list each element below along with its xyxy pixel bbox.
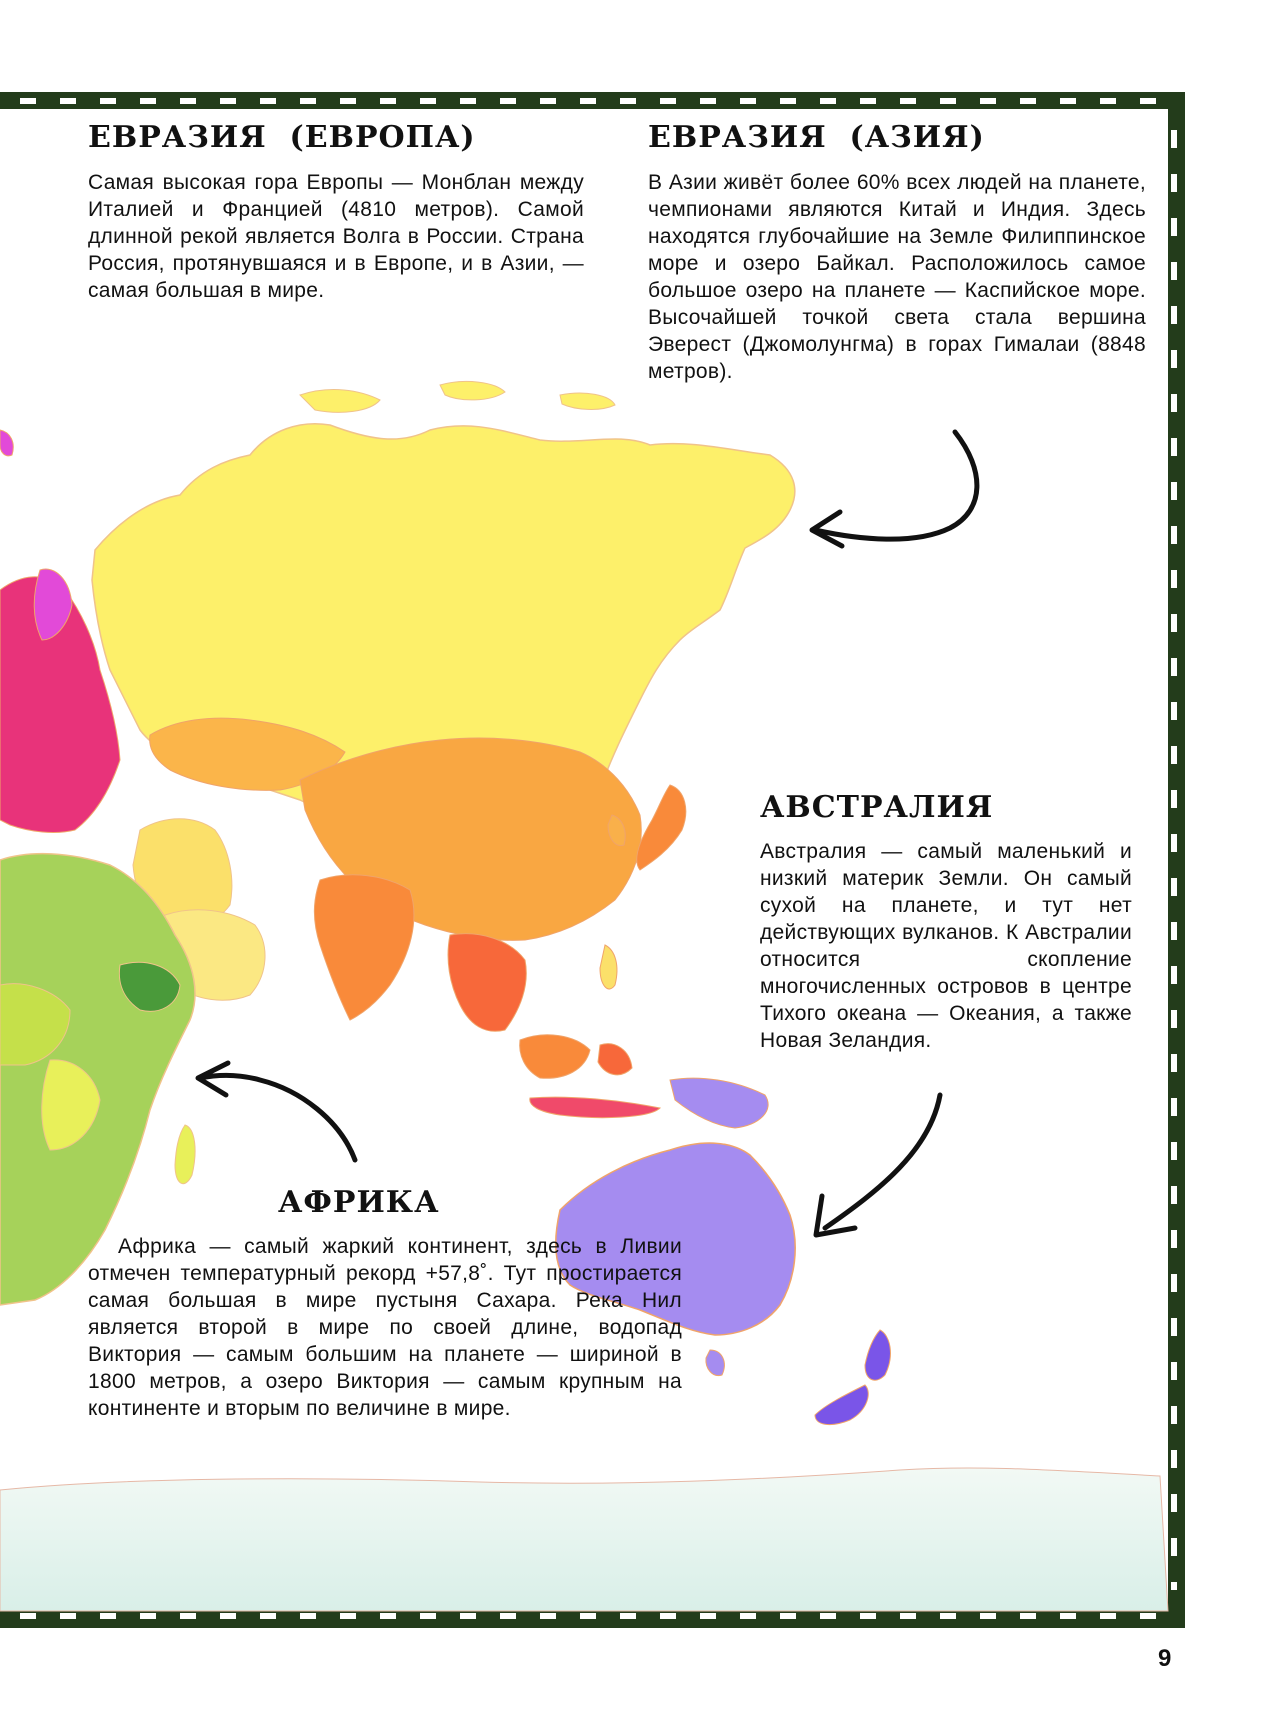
tasmania-shape <box>706 1350 724 1376</box>
india-shape <box>314 875 414 1020</box>
antarctica-shape <box>0 1468 1168 1611</box>
asia-heading: ЕВРАЗИЯ (АЗИЯ) <box>648 120 985 155</box>
iceland-shape <box>0 430 13 456</box>
page-number: 9 <box>1158 1645 1172 1672</box>
new-guinea-shape <box>670 1078 768 1128</box>
southeast-asia-shape <box>448 934 526 1032</box>
new-zealand-shape <box>815 1385 868 1425</box>
madagascar-shape <box>175 1125 195 1184</box>
asia-text: В Азии живёт более 60% всех людей на планете, чемпионами являются Китай и Индия. Здесь находятся глубочайшие на Земле Филиппинское море и озеро Байкал. Расположилось самое большое озеро на планете — Каспийское море. Высочайшей точкой света стала вершина Эверест (Джомолунгма) в горах Гималаи (8848 метров). <box>648 171 1146 383</box>
new-zealand-shape <box>865 1330 890 1380</box>
indonesia-shape <box>520 1035 590 1078</box>
indonesia-shape <box>598 1044 632 1075</box>
africa-heading: АФРИКА <box>278 1185 440 1220</box>
japan-shape <box>637 785 686 870</box>
africa-text: Африка — самый жаркий континент, здесь в Ливии отмечен температурный рекорд +57,8˚. Тут простирается самая большая в мире пустыня Сахара. Река Нил является второй в мире по своей длине, водопад Виктория — самым большим на планете — шириной в 1800 метров, а озеро Виктория — самым крупным на континенте и вторым по величине в мире. <box>88 1235 682 1420</box>
indonesia-shape <box>530 1097 660 1118</box>
arctic-island <box>440 381 505 399</box>
arctic-island <box>560 393 615 409</box>
europe-text: Самая высокая гора Европы — Монблан между Италией и Францией (4810 метров). Самой длинной рекой является Волга в России. Страна Россия, протянувшаяся и в Европе, и в Азии, — самая большая в мире. <box>88 171 584 302</box>
europe-heading: ЕВРАЗИЯ (ЕВРОПА) <box>88 120 476 155</box>
arctic-island <box>300 390 380 413</box>
philippines-shape <box>600 945 617 989</box>
australia-text: Австралия — самый маленький и низкий материк Земли. Он самый сухой на планете, и тут нет действующих вулканов. К Австралии относится скопление многочисленных островов в центре Тихого океана — Океания, а также Новая Зеландия. <box>760 840 1132 1052</box>
australia-heading: АВСТРАЛИЯ <box>760 790 994 825</box>
